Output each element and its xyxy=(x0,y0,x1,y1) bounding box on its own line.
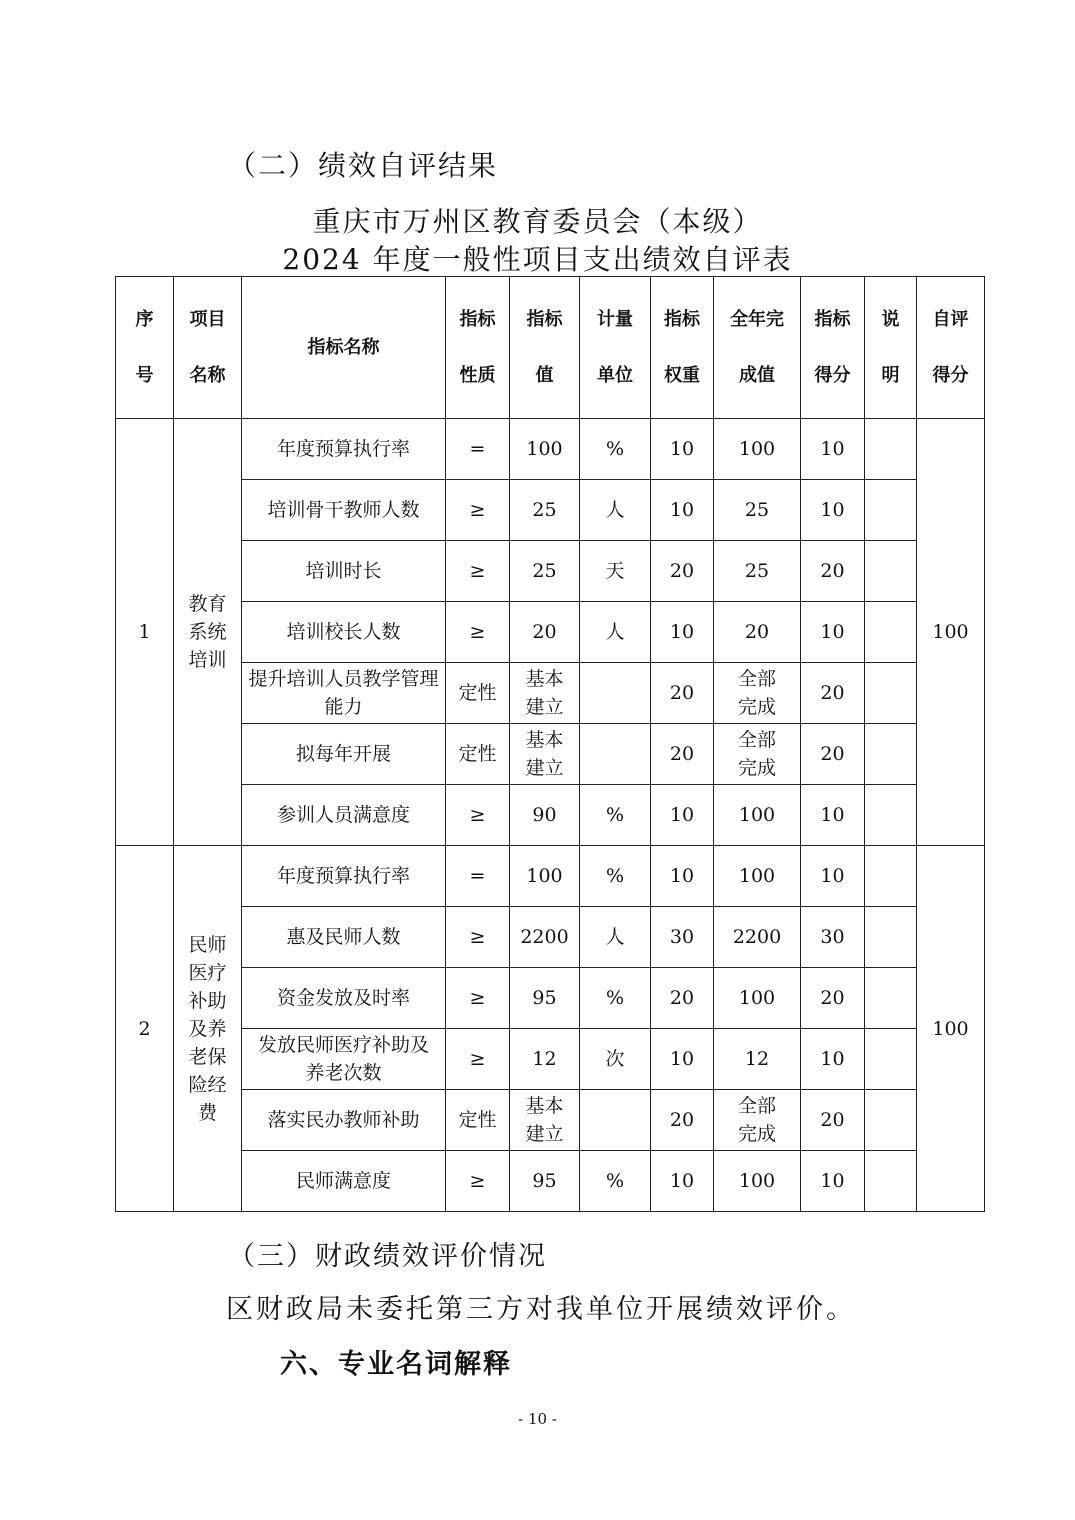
header-text: 得分 xyxy=(932,364,969,386)
project-name-line: 民师 xyxy=(188,933,227,956)
project-number-cell: 2 xyxy=(116,846,174,1212)
indicator-score-cell: 10 xyxy=(801,1029,865,1090)
actual-value-cell: 2200 xyxy=(714,907,801,968)
indicator-score-cell: 10 xyxy=(801,785,865,846)
table-row xyxy=(116,907,985,968)
actual-value-cell: 20 xyxy=(714,602,801,663)
indicator-name-cell: 培训时长 xyxy=(242,541,446,602)
cell-text-line: 建立 xyxy=(525,757,564,779)
section3-heading: （三）财政绩效评价情况 xyxy=(228,1241,547,1272)
unit-cell: 天 xyxy=(580,541,651,602)
header-text: 权重 xyxy=(664,364,700,386)
indicator-name-cell: 拟每年开展 xyxy=(242,724,446,785)
header-cell xyxy=(651,277,714,419)
remark-cell xyxy=(865,1090,917,1151)
table-title-line1: 重庆市万州区教育委员会（本级） xyxy=(312,205,763,238)
weight-cell: 10 xyxy=(651,1029,714,1090)
indicator-name-cell xyxy=(242,1029,446,1090)
weight-cell: 10 xyxy=(651,1151,714,1212)
indicator-nature-cell: ≥ xyxy=(446,541,510,602)
weight-cell: 10 xyxy=(651,419,714,480)
project-name-line: 及养 xyxy=(188,1017,227,1040)
indicator-nature-cell: ≥ xyxy=(446,1151,510,1212)
cell-text-line: 全部 xyxy=(737,668,776,690)
project-name-cell xyxy=(174,419,242,846)
indicator-value-cell xyxy=(510,724,580,785)
indicator-score-cell: 20 xyxy=(801,968,865,1029)
indicator-name-cell: 资金发放及时率 xyxy=(242,968,446,1029)
project-number-cell: 1 xyxy=(116,419,174,846)
remark-cell xyxy=(865,785,917,846)
unit-cell: % xyxy=(580,1151,651,1212)
header-cell xyxy=(174,277,242,419)
indicator-value-cell: 100 xyxy=(510,419,580,480)
header-text: 值 xyxy=(535,364,554,386)
header-cell xyxy=(865,277,917,419)
header-text: 指标名称 xyxy=(307,336,380,358)
table-row xyxy=(116,1151,985,1212)
table-row xyxy=(116,419,985,480)
indicator-value-cell: 95 xyxy=(510,968,580,1029)
header-text: 成值 xyxy=(739,364,775,386)
indicator-value-cell: 2200 xyxy=(510,907,580,968)
self-score-cell: 100 xyxy=(917,846,985,1212)
indicator-score-cell: 10 xyxy=(801,419,865,480)
remark-cell xyxy=(865,480,917,541)
indicator-name-cell: 年度预算执行率 xyxy=(242,846,446,907)
indicator-value-cell xyxy=(510,663,580,724)
unit-cell xyxy=(580,1090,651,1151)
header-text: 号 xyxy=(135,364,154,386)
header-text: 项目 xyxy=(189,308,226,330)
weight-cell: 10 xyxy=(651,785,714,846)
indicator-nature-cell: ≥ xyxy=(446,785,510,846)
remark-cell xyxy=(865,1151,917,1212)
weight-cell: 20 xyxy=(651,541,714,602)
header-text: 指标 xyxy=(664,308,700,330)
remark-cell xyxy=(865,663,917,724)
table-row xyxy=(116,846,985,907)
indicator-name-cell: 落实民办教师补助 xyxy=(242,1090,446,1151)
indicator-score-cell: 20 xyxy=(801,1090,865,1151)
table-row xyxy=(116,724,985,785)
indicator-value-cell: 12 xyxy=(510,1029,580,1090)
weight-cell: 10 xyxy=(651,602,714,663)
cell-text-line: 基本 xyxy=(525,668,564,690)
indicator-score-cell: 20 xyxy=(801,541,865,602)
remark-cell xyxy=(865,419,917,480)
indicator-value-cell: 90 xyxy=(510,785,580,846)
cell-text-line: 完成 xyxy=(737,696,776,718)
indicator-nature-cell: ≥ xyxy=(446,602,510,663)
unit-cell: 次 xyxy=(580,1029,651,1090)
weight-cell: 20 xyxy=(651,968,714,1029)
project-name-line: 教育 xyxy=(188,593,227,615)
cell-text-line: 完成 xyxy=(737,757,776,779)
weight-cell: 20 xyxy=(651,724,714,785)
performance-table xyxy=(115,276,985,1212)
unit-cell: % xyxy=(580,785,651,846)
header-cell xyxy=(510,277,580,419)
cell-text-line: 建立 xyxy=(525,1123,564,1145)
actual-value-cell xyxy=(714,1090,801,1151)
unit-cell: 人 xyxy=(580,907,651,968)
indicator-value-cell: 25 xyxy=(510,480,580,541)
indicator-nature-cell: = xyxy=(446,419,510,480)
table-header-row xyxy=(116,277,985,419)
header-cell xyxy=(917,277,985,419)
indicator-name-cell: 培训校长人数 xyxy=(242,602,446,663)
actual-value-cell: 12 xyxy=(714,1029,801,1090)
section6-heading: 六、专业名词解释 xyxy=(280,1349,512,1380)
project-name-cell xyxy=(174,846,242,1212)
header-text: 序 xyxy=(135,308,154,330)
actual-value-cell xyxy=(714,724,801,785)
project-name-line: 费 xyxy=(197,1101,217,1124)
cell-text-line: 发放民师医疗补助及 xyxy=(257,1034,429,1056)
header-text: 说 xyxy=(881,308,900,330)
indicator-score-cell: 10 xyxy=(801,846,865,907)
table-row xyxy=(116,663,985,724)
indicator-value-cell: 95 xyxy=(510,1151,580,1212)
indicator-nature-cell: ≥ xyxy=(446,480,510,541)
table-row xyxy=(116,602,985,663)
cell-text-line: 全部 xyxy=(737,1095,776,1117)
unit-cell xyxy=(580,724,651,785)
indicator-nature-cell: = xyxy=(446,846,510,907)
indicator-name-cell xyxy=(242,663,446,724)
header-text: 指标 xyxy=(526,308,563,330)
cell-text-line: 基本 xyxy=(525,1095,564,1117)
actual-value-cell: 100 xyxy=(714,419,801,480)
indicator-name-cell: 培训骨干教师人数 xyxy=(242,480,446,541)
unit-cell: 人 xyxy=(580,602,651,663)
table-row xyxy=(116,1029,985,1090)
page-number: - 10 - xyxy=(518,1410,557,1428)
header-text: 得分 xyxy=(814,364,851,386)
indicator-score-cell: 20 xyxy=(801,724,865,785)
header-text: 全年完 xyxy=(730,308,784,330)
remark-cell xyxy=(865,541,917,602)
actual-value-cell: 100 xyxy=(714,846,801,907)
indicator-name-cell: 民师满意度 xyxy=(242,1151,446,1212)
actual-value-cell: 25 xyxy=(714,541,801,602)
section3-body: 区财政局未委托第三方对我单位开展绩效评价。 xyxy=(226,1294,856,1325)
header-cell xyxy=(116,277,174,419)
header-cell xyxy=(801,277,865,419)
header-text: 性质 xyxy=(459,364,496,386)
unit-cell: 人 xyxy=(580,480,651,541)
weight-cell: 30 xyxy=(651,907,714,968)
indicator-score-cell: 30 xyxy=(801,907,865,968)
project-name-line: 培训 xyxy=(188,649,227,671)
indicator-nature-cell: ≥ xyxy=(446,968,510,1029)
actual-value-cell: 100 xyxy=(714,1151,801,1212)
table-row xyxy=(116,480,985,541)
indicator-value-cell xyxy=(510,1090,580,1151)
header-cell xyxy=(446,277,510,419)
table-row xyxy=(116,785,985,846)
table-row xyxy=(116,1090,985,1151)
cell-text-line: 完成 xyxy=(737,1123,776,1145)
table-row xyxy=(116,968,985,1029)
cell-text-line: 能力 xyxy=(324,696,363,718)
header-text: 指标 xyxy=(814,308,851,330)
remark-cell xyxy=(865,968,917,1029)
remark-cell xyxy=(865,846,917,907)
header-cell xyxy=(714,277,801,419)
table-title-line2: 2024 年度一般性项目支出绩效自评表 xyxy=(282,243,793,276)
indicator-score-cell: 10 xyxy=(801,480,865,541)
weight-cell: 20 xyxy=(651,1090,714,1151)
cell-text-line: 养老次数 xyxy=(305,1062,382,1084)
unit-cell xyxy=(580,663,651,724)
indicator-nature-cell: ≥ xyxy=(446,1029,510,1090)
indicator-name-cell: 年度预算执行率 xyxy=(242,419,446,480)
indicator-score-cell: 10 xyxy=(801,1151,865,1212)
weight-cell: 20 xyxy=(651,663,714,724)
unit-cell: % xyxy=(580,419,651,480)
indicator-score-cell: 20 xyxy=(801,663,865,724)
cell-text-line: 建立 xyxy=(525,696,564,718)
indicator-nature-cell: ≥ xyxy=(446,907,510,968)
indicator-value-cell: 20 xyxy=(510,602,580,663)
header-text: 指标 xyxy=(459,308,496,330)
section-heading: （二）绩效自评结果 xyxy=(228,149,499,182)
cell-text-line: 提升培训人员教学管理 xyxy=(248,668,439,690)
header-text: 明 xyxy=(881,364,900,386)
indicator-name-cell: 惠及民师人数 xyxy=(242,907,446,968)
project-name-line: 险经 xyxy=(188,1073,227,1096)
header-text: 名称 xyxy=(189,364,226,386)
remark-cell xyxy=(865,724,917,785)
header-text: 单位 xyxy=(597,364,633,386)
project-name-line: 医疗 xyxy=(188,961,227,984)
indicator-value-cell: 100 xyxy=(510,846,580,907)
indicator-score-cell: 10 xyxy=(801,602,865,663)
project-name-line: 系统 xyxy=(188,621,227,643)
indicator-nature-cell: 定性 xyxy=(446,663,510,724)
remark-cell xyxy=(865,907,917,968)
header-text: 计量 xyxy=(597,308,633,330)
weight-cell: 10 xyxy=(651,846,714,907)
project-name-line: 老保 xyxy=(188,1045,227,1068)
unit-cell: % xyxy=(580,846,651,907)
actual-value-cell: 100 xyxy=(714,785,801,846)
self-score-cell: 100 xyxy=(917,419,985,846)
table-row xyxy=(116,541,985,602)
indicator-nature-cell: 定性 xyxy=(446,1090,510,1151)
remark-cell xyxy=(865,602,917,663)
unit-cell: % xyxy=(580,968,651,1029)
header-text: 自评 xyxy=(932,308,969,330)
cell-text-line: 全部 xyxy=(737,729,776,751)
remark-cell xyxy=(865,1029,917,1090)
actual-value-cell: 100 xyxy=(714,968,801,1029)
header-cell xyxy=(580,277,651,419)
indicator-name-cell: 参训人员满意度 xyxy=(242,785,446,846)
project-name-line: 补助 xyxy=(188,989,227,1012)
indicator-nature-cell: 定性 xyxy=(446,724,510,785)
actual-value-cell xyxy=(714,663,801,724)
header-cell xyxy=(242,277,446,419)
actual-value-cell: 25 xyxy=(714,480,801,541)
weight-cell: 10 xyxy=(651,480,714,541)
cell-text-line: 基本 xyxy=(525,729,564,751)
indicator-value-cell: 25 xyxy=(510,541,580,602)
